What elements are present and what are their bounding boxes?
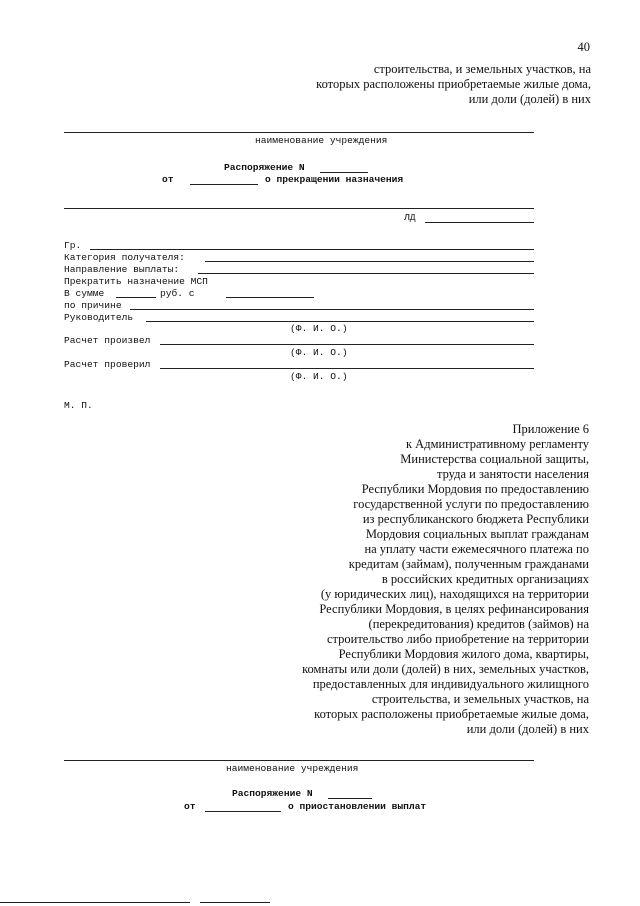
reason-label: по причине [64, 300, 122, 311]
appendix-line: кредитам (займам), полученным гражданами [348, 557, 589, 571]
citizen-line [90, 249, 534, 250]
order-subject: о прекращении назначения [265, 174, 404, 185]
institution-label: наименование учреждения [255, 135, 388, 146]
appendix-line: Приложение 6 [512, 422, 589, 436]
page-number: 40 [577, 40, 590, 54]
calc-made-line [160, 344, 534, 345]
appendix-line: предоставленных для индивидуального жилищного [312, 677, 589, 691]
appendix-line: государственной услуги по предоставлению [353, 497, 589, 511]
institution-line [64, 760, 534, 761]
appendix-line: (у юридических лиц), находящихся на территории [320, 587, 589, 601]
order-number-line [328, 798, 372, 799]
fio-caption: (Ф. И. О.) [290, 347, 348, 358]
appendix-line: строительства, и земельных участков, на [371, 692, 589, 706]
amount-from-label: руб. с [160, 288, 195, 299]
category-label: Категория получателя: [64, 252, 185, 263]
fio-caption: (Ф. И. О.) [290, 371, 348, 382]
reason-line [130, 309, 534, 310]
direction-line [198, 273, 534, 274]
fio-caption: (Ф. И. О.) [290, 323, 348, 334]
appendix-line: которых расположены приобретаемые жилые дома, [314, 707, 589, 721]
amount-label: В сумме [64, 288, 105, 299]
appendix-line: комнаты или доли (долей) в них, земельных участков, [302, 662, 589, 676]
top-line: строительства, и земельных участков, на [373, 62, 591, 76]
direction-label: Направление выплаты: [64, 264, 180, 275]
citizen-label: Гр. [64, 240, 82, 251]
terminate-label: Прекратить назначение МСП [64, 276, 208, 287]
top-line: или доли (долей) в них [468, 92, 591, 106]
order-date-line [205, 811, 281, 812]
footnote-rule [0, 902, 190, 903]
footnote-rule [200, 902, 270, 903]
institution-label: наименование учреждения [226, 763, 359, 774]
calc-checked-label: Расчет проверил [64, 359, 151, 370]
appendix-line: строительство либо приобретение на территории [326, 632, 589, 646]
order-number-line [320, 172, 368, 173]
calc-checked-line [160, 368, 534, 369]
appendix-line: Республики Мордовия, в целях рефинансирования [319, 602, 589, 616]
amount-date-line [226, 297, 314, 298]
order-date-line [190, 184, 258, 185]
appendix-line: или доли (долей) в них [466, 722, 589, 736]
top-line: которых расположены приобретаемые жилые дома, [316, 77, 591, 91]
appendix-line: к Административному регламенту [405, 437, 589, 451]
appendix-line: из республиканского бюджета Республики [362, 512, 589, 526]
order-label: Распоряжение N [232, 788, 313, 799]
calc-made-label: Расчет произвел [64, 335, 151, 346]
appendix-line: труда и занятости населения [436, 467, 589, 481]
from-label: от [162, 174, 174, 185]
appendix-line: (перекредитования) кредитов (займов) на [368, 617, 589, 631]
appendix-line: Республики Мордовия жилого дома, квартиры, [338, 647, 589, 661]
separator-line [64, 208, 534, 209]
ld-line [425, 222, 534, 223]
from-label: от [184, 801, 196, 812]
ld-label: ЛД [404, 212, 416, 223]
appendix-line: на уплату части ежемесячного платежа по [364, 542, 589, 556]
appendix-line: Министерства социальной защиты, [400, 452, 589, 466]
category-line [205, 261, 534, 262]
order-label: Распоряжение N [224, 162, 305, 173]
seal-label: М. П. [64, 400, 93, 411]
head-label: Руководитель [64, 312, 134, 323]
appendix-line: в российских кредитных организациях [381, 572, 589, 586]
head-line [146, 321, 534, 322]
order-subject: о приостановлении выплат [288, 801, 427, 812]
institution-line [64, 132, 534, 133]
appendix-line: Республики Мордовия по предоставлению [361, 482, 589, 496]
amount-line [116, 297, 156, 298]
appendix-line: Мордовия социальных выплат гражданам [365, 527, 589, 541]
